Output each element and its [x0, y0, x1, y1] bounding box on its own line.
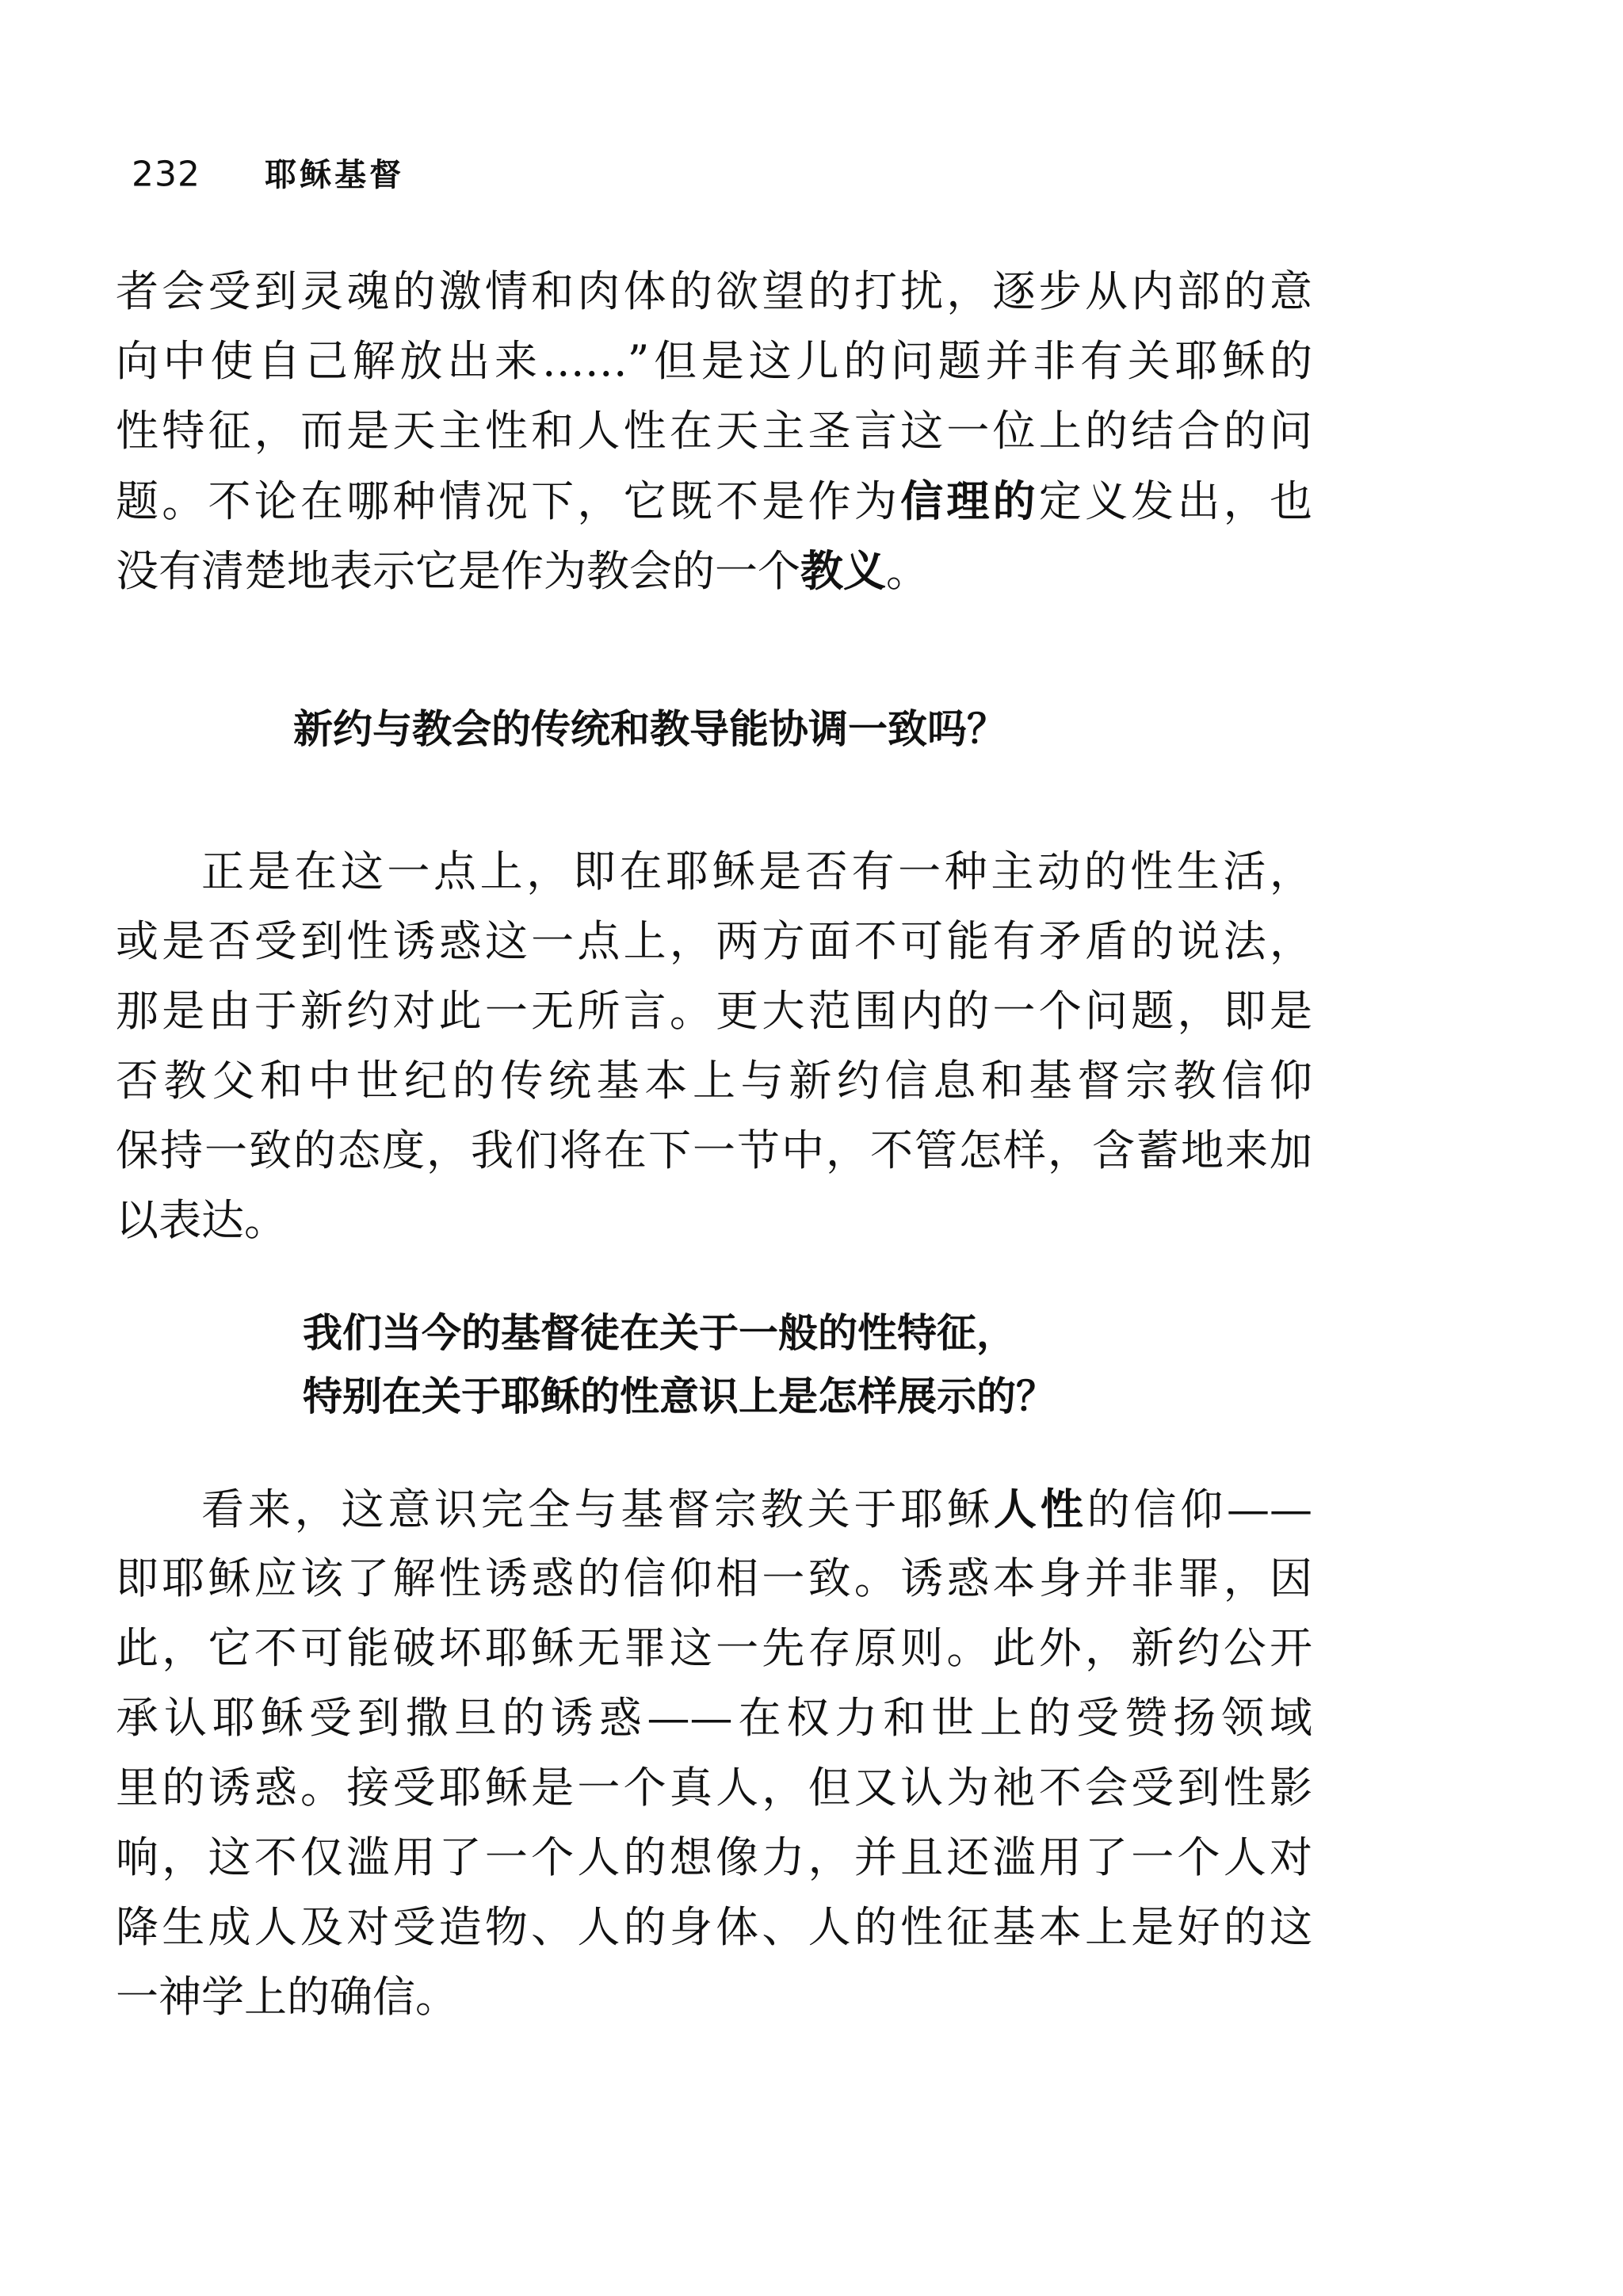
text-line: 保持一致的态度，我们将在下一节中，不管怎样，含蓄地来加 — [116, 1125, 1312, 1175]
text-line: 响，这不仅滥用了一个人的想像力，并且还滥用了一个人对 — [116, 1832, 1312, 1882]
text-run: 没有清楚地表示它是作为教会的一个 — [116, 546, 800, 596]
text-line: 此，它不可能破坏耶稣无罪这一先存原则。此外，新约公开 — [116, 1623, 1312, 1673]
text-line: 性特征，而是天主性和人性在天主圣言这一位上的结合的问 — [116, 406, 1312, 456]
text-line: 者会受到灵魂的激情和肉体的欲望的打扰，逐步从内部的意 — [116, 266, 1312, 316]
text-line — [116, 536, 1312, 606]
text-run: 的信仰—— — [1086, 1484, 1313, 1534]
bold-term-doctrine: 教义 — [800, 545, 886, 596]
text-line: 即耶稣应该了解性诱惑的信仰相一致。诱惑本身并非罪，因 — [116, 1553, 1312, 1603]
text-run: 看来，这意识完全与基督宗教关于耶稣 — [201, 1484, 994, 1534]
text-line: 那是由于新约对此一无所言。更大范围内的一个问题，即是 — [116, 986, 1312, 1036]
text-line: 里的诱惑。接受耶稣是一个真人，但又认为祂不会受到性影 — [116, 1763, 1312, 1813]
text-line — [116, 1474, 1312, 1544]
text-run: 。 — [886, 546, 929, 596]
text-line: 正是在这一点上，即在耶稣是否有一种主动的性生活， — [201, 846, 1312, 896]
paragraph-2 — [116, 837, 1312, 1255]
book-title: 耶稣基督 — [265, 155, 405, 193]
paragraph-3 — [116, 1474, 1312, 2032]
heading-line: 特别在关于耶稣的性意识上是怎样展示的？ — [303, 1373, 1056, 1419]
page-number: 232 — [132, 154, 200, 195]
text-line: 否教父和中世纪的传统基本上与新约信息和基督宗教信仰 — [116, 1056, 1312, 1106]
text-line: 或是否受到性诱惑这一点上，两方面不可能有矛盾的说法， — [116, 916, 1312, 966]
text-line: 以表达。 — [116, 1195, 287, 1245]
text-line: 一神学上的确信。 — [116, 1972, 458, 2022]
text-run: 定义发出，也 — [1038, 476, 1313, 526]
section-heading-2 — [303, 1301, 1333, 1428]
section-heading-1 — [293, 697, 1323, 761]
heading-line: 我们当今的基督徒在关于一般的性特征， — [303, 1310, 1016, 1356]
bold-term-humanity: 人性 — [993, 1484, 1087, 1534]
text-line: 向中使自己解放出来……”但是这儿的问题并非有关耶稣的 — [116, 336, 1312, 386]
running-head — [132, 151, 404, 198]
paragraph-continued — [116, 257, 1312, 606]
text-line: 承认耶稣受到撒旦的诱惑——在权力和世上的受赞扬领域 — [116, 1693, 1312, 1743]
bold-term-dogma: 信理的 — [900, 476, 1039, 526]
text-line: 降生成人及对受造物、人的身体、人的性征基本上是好的这 — [116, 1902, 1312, 1952]
heading-line: 新约与教会的传统和教导能协调一致吗？ — [293, 706, 1006, 752]
text-run: 题。不论在哪种情况下，它既不是作为 — [116, 476, 901, 526]
text-line — [116, 466, 1312, 536]
